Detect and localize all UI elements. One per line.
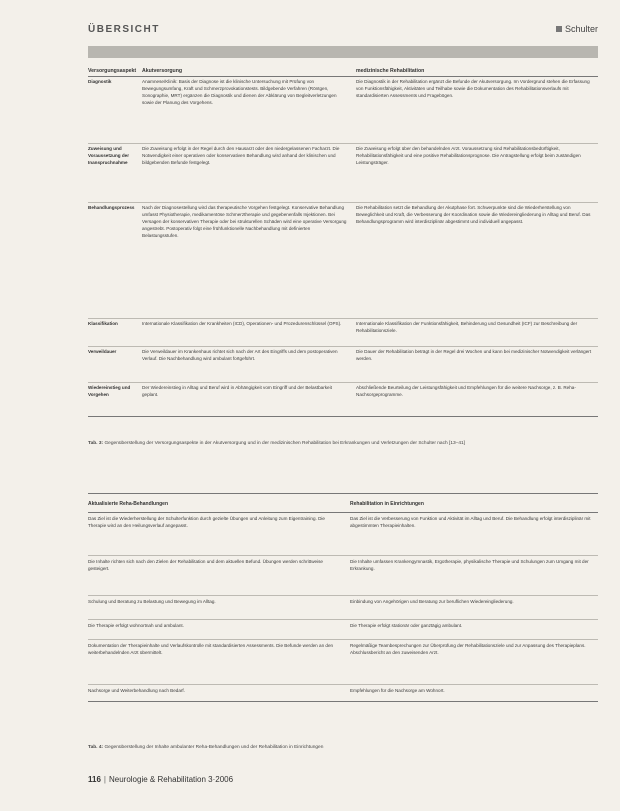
table-cell: Das Ziel ist die Verbesserung von Funktion und Aktivität im Alltag und Beruf. Die Behandlung erfolgt interdisziplinär mit abgestimmten Therapieinhalten. (350, 516, 591, 528)
table-row (88, 513, 598, 556)
section-title: ÜBERSICHT (88, 24, 160, 35)
topic-text: Schulter (564, 24, 598, 34)
table-row (88, 620, 598, 640)
caption-text: Gegenüberstellung der Inhalte ambulanter Reha-Behandlungen und der Rehabilitation in Einrichtungen (104, 745, 324, 750)
page-number: 116 (88, 775, 101, 784)
row-label: Verweildauer (88, 349, 117, 354)
column-header: Aktualisierte Reha-Behandlungen (88, 501, 169, 507)
table-row (88, 596, 598, 620)
table-cell: Die Diagnostik in der Rehabilitation ergänzt die Befunde der Akutversorgung. Im Vordergrund stehen die Erfassung von Funktionsfähigkeit, Aktivitäten und Teilhabe sowie die Dokumentation des Rehabilitationsverlaufs mit standardisierten Assessments und Fragebögen. (356, 79, 590, 98)
table-caption (88, 744, 598, 751)
table-cell: Dokumentation der Therapieinhalte und Verlaufskontrolle mit standardisierten Assessments. Die Befunde werden an den weiterbehandelnden Arzt übermittelt. (88, 643, 334, 655)
table-row (88, 77, 598, 144)
table-row (88, 640, 598, 685)
caption-text: Gegenüberstellung der Versorgungsaspekte in der Akutversorgung und in der medizinischen Rehabilitation bei Erkrankungen und Verletzungen der Schulter nach [13–41] (104, 441, 465, 446)
page-header (88, 24, 598, 40)
column-header: medizinische Rehabilitation (356, 68, 425, 74)
table-caption (88, 440, 598, 447)
table-row (88, 347, 598, 383)
table-cell: Internationale Klassifikation der Krankheiten (ICD), Operationen- und Prozedurenschlüssel (OPS). (142, 321, 342, 326)
footer-separator: | (103, 775, 106, 784)
row-label: Zuweisung und Voraussetzung der Inanspruchnahme (88, 146, 130, 165)
table-cell: Die Inhalte richten sich nach den Zielen der Rehabilitation und dem aktuellen Befund. Übungen werden schrittweise gesteigert. (88, 559, 323, 571)
table-cell: Nach der Diagnosestellung wird das therapeutische Vorgehen festgelegt. Konservative Behandlung umfasst Physiotherapie, medikamentöse Schmerztherapie und gegebenenfalls Injektionen. Bei Versagen der konservativen Therapie oder bei strukturellen Schäden wird eine operative Versorgung angestrebt. Postoperativ folgt eine frühfunktionelle Nachbehandlung mit definierten Belastungsstufen. (142, 205, 347, 238)
table-cell: Internationale Klassifikation der Funktionsfähigkeit, Behinderung und Gesundheit (ICF) zur Beschreibung der Rehabilitationsziele. (356, 321, 578, 333)
table-cell: Einbindung von Angehörigen und Beratung zur beruflichen Wiedereingliederung. (350, 599, 514, 604)
content-table (88, 493, 598, 702)
column-header: Rehabilitation in Einrichtungen (350, 501, 424, 507)
table-cell: Nachsorge und Weiterbehandlung nach Bedarf. (88, 688, 185, 693)
table-cell: Anamnese/Klinik: Basis der Diagnose ist die klinische Untersuchung mit Prüfung von Bewegungsumfang, Kraft und Schmerzprovokationstests. Bildgebende Verfahren (Röntgen, Sonographie, MRT) ergänzen die Diagnostik und dienen der Abklärung von Begleitverletzungen sowie der Planung des Vorgehens. (142, 79, 337, 105)
column-header: Versorgungsaspekt (88, 68, 137, 74)
row-label: Klassifikation (88, 321, 118, 326)
caption-label: Tab. 4: (88, 745, 104, 750)
page-footer (88, 775, 233, 784)
table-row (88, 144, 598, 203)
table-cell: Die Therapie erfolgt wohnortnah und ambulant. (88, 623, 184, 628)
comparison-table (88, 66, 598, 417)
table-row (88, 685, 598, 702)
column-header: Akutversorgung (142, 68, 183, 74)
topic-label (556, 24, 598, 34)
table-cell: Die Zuweisung erfolgt über den behandelnden Arzt. Voraussetzung sind Rehabilitationsbedürftigkeit, Rehabilitationsfähigkeit und eine positive Rehabilitationsprognose. Die Antragstellung erfolgt beim zuständigen Leistungsträger. (356, 146, 581, 165)
journal-name: Neurologie & Rehabilitation 3·2006 (108, 775, 234, 784)
caption-label: Tab. 3: (88, 441, 104, 446)
header-band (88, 46, 598, 58)
row-label: Wiedereinstieg und Vorgehen (88, 385, 131, 397)
table-row (88, 556, 598, 596)
table-cell: Die Inhalte umfassen Krankengymnastik, Ergotherapie, physikalische Therapie und Schulungen zum Umgang mit der Erkrankung. (350, 559, 589, 571)
table-header (88, 66, 598, 77)
table-cell: Die Rehabilitation setzt die Behandlung der Akutphase fort. Schwerpunkte sind die Wiederherstellung von Beweglichkeit und Kraft, die Verbesserung der Koordination sowie die Wiedereingliederung in Alltag und Beruf. Das Behandlungsprogramm wird interdisziplinär abgestimmt und individuell angepasst. (356, 205, 591, 224)
table-cell: Die Zuweisung erfolgt in der Regel durch den Hausarzt oder den niedergelassenen Facharzt. Die Notwendigkeit einer operativen oder konservativen Behandlung wird anhand der klinischen und bildgebenden Befunde festgelegt. (142, 146, 340, 165)
table-row (88, 319, 598, 347)
table-cell: Die Therapie erfolgt stationär oder ganztägig ambulant. (350, 623, 463, 628)
table-cell: Schulung und Beratung zu Belastung und Bewegung im Alltag. (88, 599, 216, 604)
table-header (88, 493, 598, 513)
table-cell: Empfehlungen für die Nachsorge am Wohnort. (350, 688, 445, 693)
table-cell: Die Verweildauer im Krankenhaus richtet sich nach der Art des Eingriffs und dem postoperativen Verlauf. Die Nachbehandlung wird ambulant fortgeführt. (142, 349, 338, 361)
square-icon (556, 26, 562, 32)
table-cell: Das Ziel ist die Wiederherstellung der Schulterfunktion durch gezielte Übungen und Anleitung zum Eigentraining. Die Therapie wird an den Heilungsverlauf angepasst. (88, 516, 325, 528)
table-cell: Die Dauer der Rehabilitation beträgt in der Regel drei Wochen und kann bei medizinischer Notwendigkeit verlängert werden. (356, 349, 592, 361)
row-label: Diagnostik (88, 79, 112, 84)
table-cell: Der Wiedereinstieg in Alltag und Beruf wird in Abhängigkeit vom Eingriff und der Belastbarkeit geplant. (142, 385, 332, 397)
table-cell: Abschließende Beurteilung der Leistungsfähigkeit und Empfehlungen für die weitere Nachsorge, z. B. Reha-Nachsorgeprogramme. (356, 385, 576, 397)
table-row (88, 203, 598, 319)
row-label: Behandlungsprozess (88, 205, 135, 210)
table-row (88, 383, 598, 417)
table-cell: Regelmäßige Teambesprechungen zur Überprüfung der Rehabilitationsziele und zur Anpassung des Therapieplans. Abschlussbericht an den zuweisenden Arzt. (350, 643, 586, 655)
